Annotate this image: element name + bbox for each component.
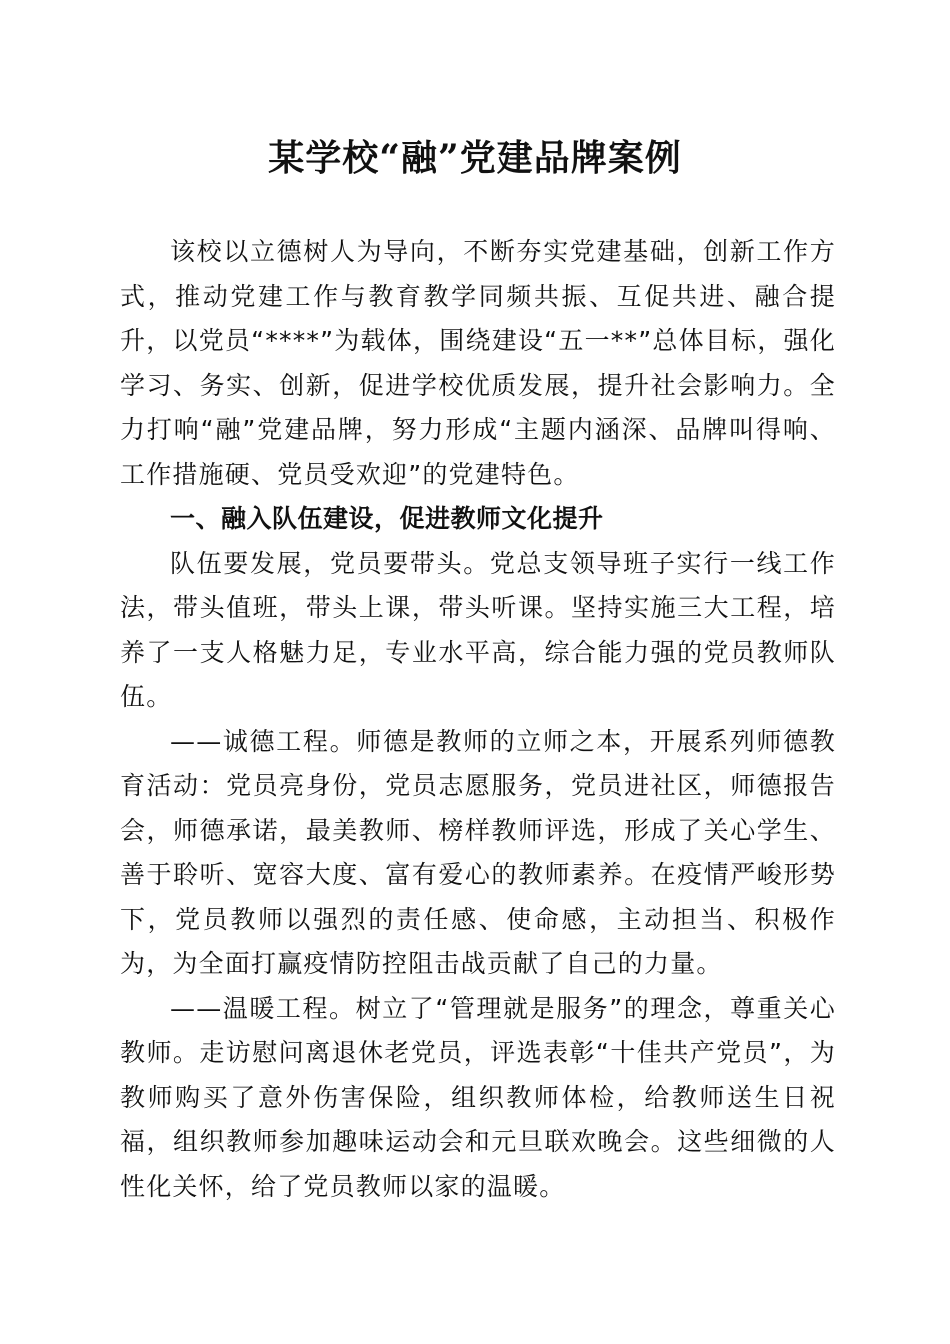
section-heading: 一、融入队伍建设，促进教师文化提升	[170, 504, 604, 533]
warmth-project-paragraph: ——温暖工程。树立了“管理就是服务”的理念，尊重关心教师。走访慰问离退休老党员，评选表彰“十佳共产党员”，为教师购买了意外伤害保险，组织教师体检，给教师送生日祝福，组织教师参加趣味运动会和元旦联欢晚会。这些细微的人性化关怀，给了党员教师以家的温暖。	[120, 993, 836, 1201]
integrity-project-paragraph: ——诚德工程。师德是教师的立师之本，开展系列师德教育活动：党员亮身份，党员志愿服务，党员进社区，师德报告会，师德承诺，最美教师、榜样教师评选，形成了关心学生、善于聆听、宽容大度、富有爱心的教师素养。在疫情严峻形势下，党员教师以强烈的责任感、使命感，主动担当、积极作为，为全面打赢疫情防控阻击战贡献了自己的力量。	[120, 726, 836, 978]
document-body	[120, 230, 836, 1209]
document-title: 某学校“融”党建品牌案例	[268, 137, 682, 179]
intro-paragraph: 该校以立德树人为导向，不断夯实党建基础，创新工作方式，推动党建工作与教育教学同频共振、互促共进、融合提升，以党员“****”为载体，围绕建设“五一**”总体目标，强化学习、务实、创新，促进学校优质发展，提升社会影响力。全力打响“融”党建品牌，努力形成“主题内涵深、品牌叫得响、工作措施硬、党员受欢迎”的党建特色。	[120, 237, 836, 489]
team-building-paragraph: 队伍要发展，党员要带头。党总支领导班子实行一线工作法，带头值班，带头上课，带头听课。坚持实施三大工程，培养了一支人格魅力足，专业水平高，综合能力强的党员教师队伍。	[120, 548, 836, 711]
